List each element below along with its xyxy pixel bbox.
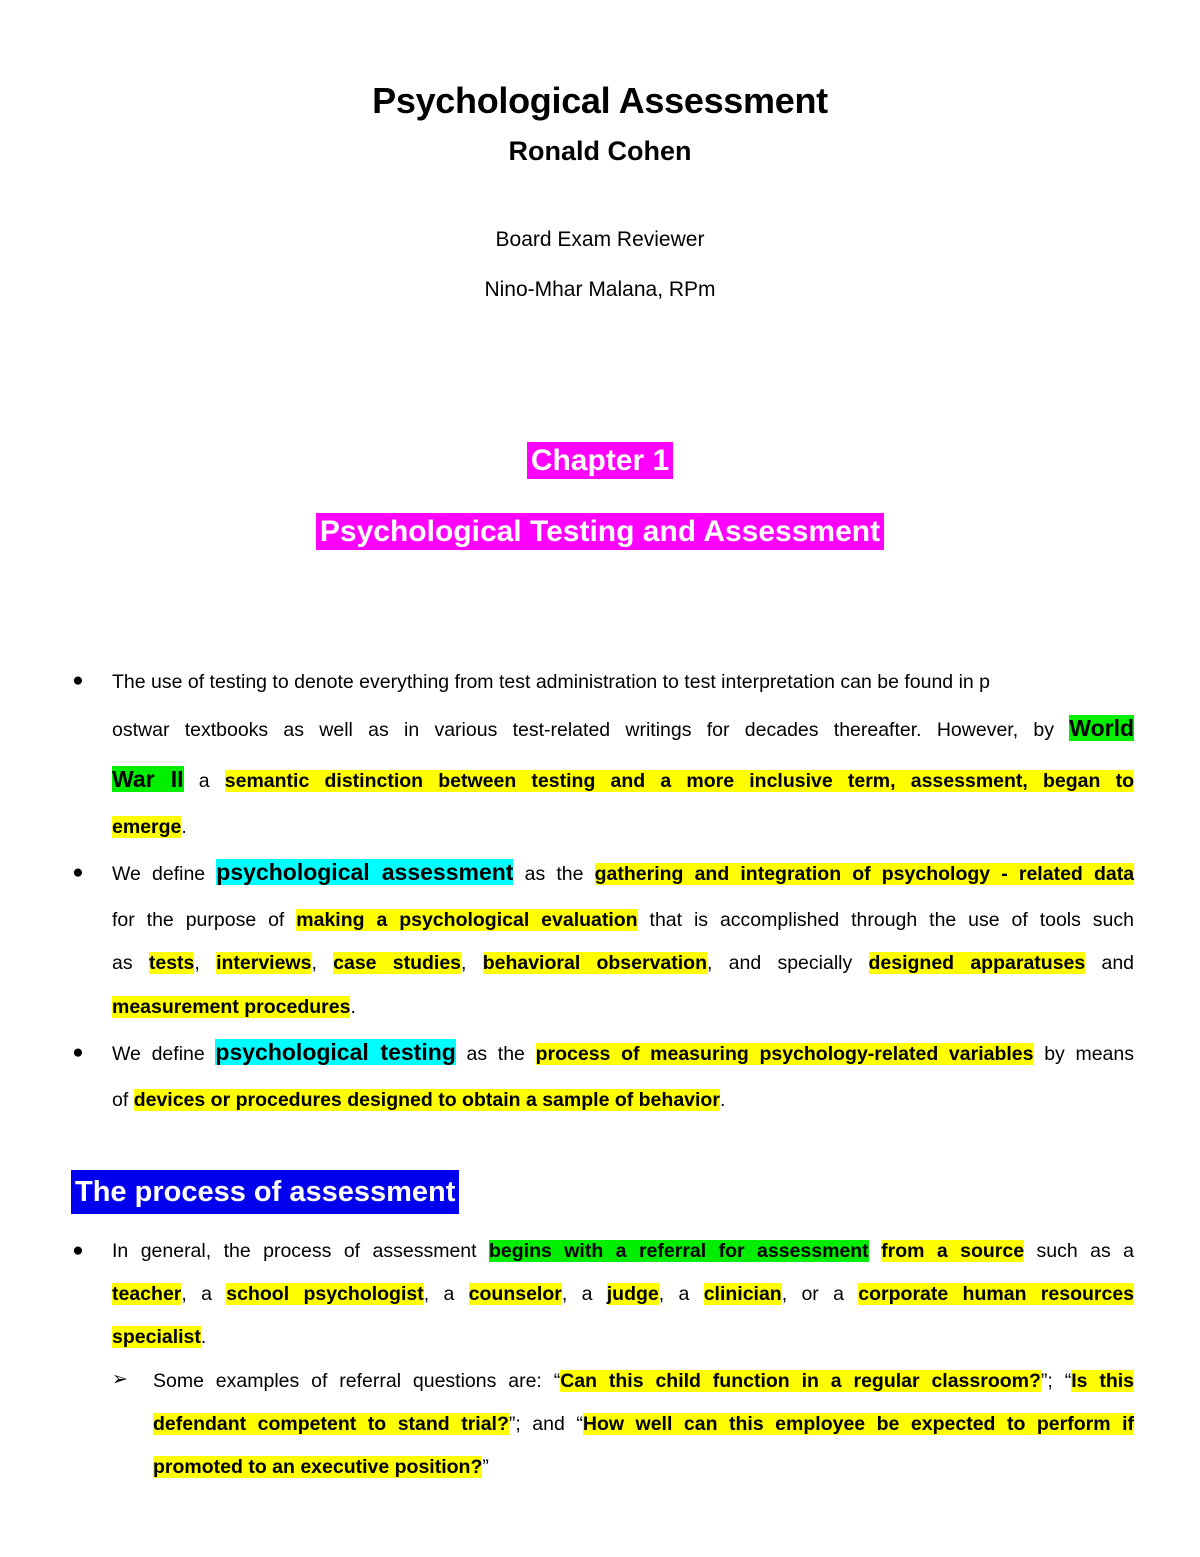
sub-bullet-line-2 <box>153 1410 1134 1438</box>
highlight-emerge: emerge <box>112 816 182 838</box>
text-run: , <box>311 952 317 974</box>
text-run: . <box>200 1326 207 1348</box>
highlight-school-psychologist: school psychologist <box>226 1283 424 1305</box>
text-run: ostwar textbooks as well as in various test-related writings for decades thereafter. However, by <box>112 719 1054 741</box>
text-run: that is accomplished through the use of tools such <box>649 909 1134 931</box>
text-run: Some examples of referral questions are: “ <box>153 1370 561 1392</box>
bullet-2-line-4 <box>112 993 1134 1021</box>
bullet-2-line-3 <box>112 949 1134 977</box>
bullet-1-line-1 <box>112 668 1134 696</box>
bullet-3-line-2 <box>112 1086 1134 1114</box>
highlight-psychological-testing: psychological testing <box>215 1039 456 1065</box>
text-run: ”; “ <box>1040 1370 1072 1392</box>
document-reviewer: Nino-Mhar Malana, RPm <box>484 278 716 301</box>
bullet-1-line-3 <box>112 765 1134 795</box>
section-bullet-1-line-3 <box>112 1323 1134 1351</box>
text-run: The use of testing to denote everything from test administration to test interpretation can be found in p <box>112 671 991 693</box>
highlight-tests: tests <box>148 952 195 974</box>
document-author: Ronald Cohen <box>508 136 692 166</box>
highlight-gathering-integration: gathering and integration of psychology - related data <box>594 863 1135 885</box>
highlight-psychological-evaluation: making a psychological evaluation <box>296 909 638 931</box>
section-bullet-1-line-2 <box>112 1280 1134 1308</box>
bullet-icon: ● <box>72 862 84 883</box>
highlight-case-studies: case studies <box>333 952 462 974</box>
highlight-semantic-distinction: semantic distinction between testing and a more inclusive term, assessment, began to <box>224 770 1135 792</box>
arrow-bullet-icon: ➢ <box>112 1369 128 1390</box>
highlight-specialist: specialist <box>112 1326 201 1348</box>
text-run: We define <box>112 863 206 885</box>
text-run: , a <box>181 1283 212 1305</box>
text-run: , a <box>561 1283 593 1305</box>
text-run: such as a <box>1036 1240 1135 1262</box>
highlight-clinician: clinician <box>703 1283 782 1305</box>
highlight-question-child: Can this child function in a regular classroom? <box>560 1370 1041 1392</box>
chapter-title <box>0 515 1200 549</box>
highlight-begins-with-referral: begins with a referral for assessment <box>489 1240 869 1262</box>
highlight-question-defendant-start: Is this <box>1071 1370 1134 1392</box>
text-run: , <box>194 952 200 974</box>
document-title: Psychological Assessment <box>372 80 828 121</box>
highlight-teacher: teacher <box>112 1283 182 1305</box>
bullet-2-line-1 <box>112 858 1134 888</box>
highlight-counselor: counselor <box>468 1283 562 1305</box>
sub-bullet-line-3 <box>153 1453 1134 1481</box>
highlight-devices-procedures: devices or procedures designed to obtain a sample of behavior <box>133 1089 720 1111</box>
bullet-icon: ● <box>72 1240 84 1261</box>
bullet-1-line-4 <box>112 813 1134 841</box>
highlight-question-defendant-end: defendant competent to stand trial? <box>153 1413 509 1435</box>
bullet-2-line-2 <box>112 906 1134 934</box>
text-run: for the purpose of <box>112 909 285 931</box>
highlight-process-of-measuring: process of measuring psychology-related variables <box>535 1043 1034 1065</box>
text-run: , <box>461 952 467 974</box>
text-run: , and specially <box>707 952 853 974</box>
highlight-interviews: interviews <box>216 952 312 974</box>
bullet-icon: ● <box>72 670 84 691</box>
section-heading: The process of assessment <box>71 1170 459 1214</box>
text-run: , or a <box>781 1283 844 1305</box>
text-run: and <box>1101 952 1135 974</box>
highlight-designed-apparatuses: designed apparatuses <box>868 952 1086 974</box>
highlight-world: World <box>1069 715 1135 741</box>
highlight-corporate-hr: corporate human resources <box>858 1283 1135 1305</box>
highlight-measurement-procedures: measurement procedures <box>112 996 351 1018</box>
text-run: . <box>181 816 187 838</box>
highlight-question-employee-end: promoted to an executive position? <box>153 1456 483 1478</box>
chapter-number <box>0 444 1200 478</box>
highlight-question-employee-start: How well can this employee be expected to perform if <box>582 1413 1134 1435</box>
highlight-war-ii: War II <box>112 766 184 792</box>
text-run: ” <box>482 1456 489 1478</box>
text-run: as the <box>466 1043 525 1065</box>
text-run: In general, the process of assessment <box>112 1240 477 1262</box>
section-bullet-1-line-1 <box>112 1237 1134 1265</box>
text-run: as <box>112 952 133 974</box>
text-run: of <box>112 1089 129 1111</box>
highlight-from-a-source: from a source <box>881 1240 1025 1262</box>
text-run: . <box>719 1089 726 1111</box>
document-subtitle: Board Exam Reviewer <box>495 228 705 251</box>
chapter-number-label: Chapter 1 <box>527 442 673 479</box>
sub-bullet-line-1 <box>153 1367 1134 1395</box>
highlight-judge: judge <box>606 1283 659 1305</box>
bullet-1-line-2 <box>112 714 1134 744</box>
text-run: as the <box>524 863 584 885</box>
highlight-behavioral-observation: behavioral observation <box>482 952 708 974</box>
bullet-icon: ● <box>72 1042 84 1063</box>
highlight-psychological-assessment: psychological assessment <box>216 859 514 885</box>
text-run: . <box>350 996 356 1018</box>
chapter-title-label: Psychological Testing and Assessment <box>316 513 884 550</box>
text-run: We define <box>112 1043 205 1065</box>
text-run: , a <box>423 1283 455 1305</box>
text-run: by means <box>1044 1043 1134 1065</box>
text-run: , a <box>658 1283 690 1305</box>
bullet-3-line-1 <box>112 1038 1134 1068</box>
text-run: a <box>198 770 210 792</box>
text-run: ”; and “ <box>508 1413 583 1435</box>
